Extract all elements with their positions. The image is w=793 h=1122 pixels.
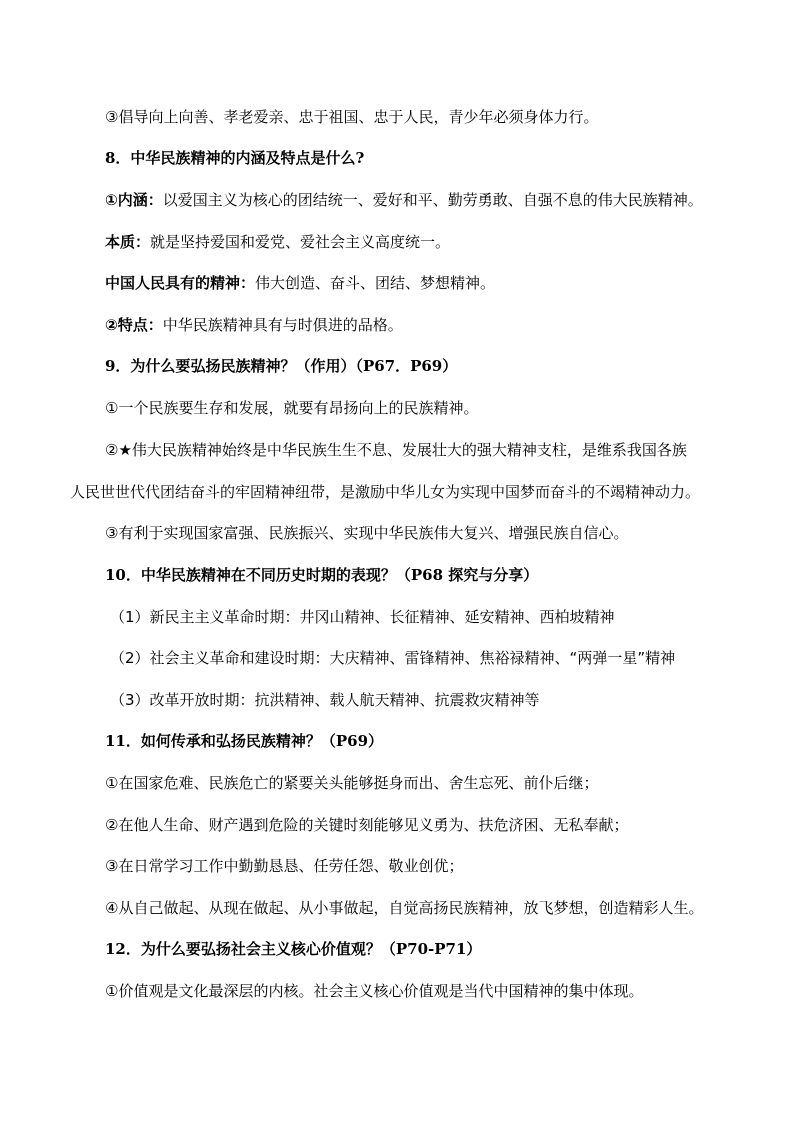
paragraph-line: ③在日常学习工作中勤勤恳恳、任劳任怨、敬业创优；: [105, 857, 464, 875]
question-heading-10: 10．中华民族精神在不同历史时期的表现？（P68 探究与分享）: [105, 566, 539, 584]
term-text: 就是坚持爱国和爱党、爱社会主义高度统一。: [150, 233, 451, 251]
paragraph-line: ②在他人生命、财产遇到危险的关键时刻能够见义勇为、扶危济困、无私奉献；: [105, 816, 629, 834]
term-label: 本质：: [105, 233, 151, 251]
paragraph-line: ③倡导向上向善、孝老爱亲、忠于祖国、忠于人民，青少年必须身体力行。: [105, 108, 599, 126]
term-label: ②特点：: [105, 316, 163, 334]
question-heading-12: 12．为什么要弘扬社会主义核心价值观？（P70-P71）: [105, 940, 482, 958]
paragraph-line: [105, 189, 703, 211]
list-item: （1）新民主主义革命时期：井冈山精神、长征精神、延安精神、西柏坡精神: [110, 608, 615, 626]
paragraph-line: ①在国家危难、民族危亡的紧要关头能够挺身而出、舍生忘死、前仆后继；: [105, 774, 599, 792]
paragraph-line: [105, 314, 403, 336]
paragraph-line: ①一个民族要生存和发展，就要有昂扬向上的民族精神。: [105, 399, 479, 417]
paragraph-line: ②★伟大民族精神始终是中华民族生生不息、发展壮大的强大精神支柱，是维系我国各族: [105, 441, 687, 459]
term-text: 中华民族精神具有与时俱进的品格。: [162, 316, 403, 334]
paragraph-line: [105, 231, 450, 253]
paragraph-line: [105, 272, 495, 294]
list-item: （3）改革开放时期：抗洪精神、载人航天精神、抗震救灾精神等: [110, 691, 540, 709]
paragraph-line: ④从自己做起、从现在做起、从小事做起，自觉高扬民族精神，放飞梦想，创造精彩人生。: [105, 899, 704, 917]
question-heading-8: 8．中华民族精神的内涵及特点是什么?: [105, 149, 365, 167]
term-label: ①内涵：: [105, 191, 163, 209]
term-text: 伟大创造、奋斗、团结、梦想精神。: [255, 274, 496, 292]
question-heading-11: 11．如何传承和弘扬民族精神？（P69）: [105, 732, 384, 750]
paragraph-line: ③有利于实现国家富强、民族振兴、实现中华民族伟大复兴、增强民族自信心。: [105, 524, 629, 542]
question-heading-9: 9．为什么要弘扬民族精神？（作用）（P67．P69）: [105, 357, 458, 375]
term-label: 中国人民具有的精神：: [105, 274, 256, 292]
list-item: （2）社会主义革命和建设时期：大庆精神、雷锋精神、焦裕禄精神、“两弹一星”精神: [110, 649, 676, 667]
paragraph-line: ①价值观是文化最深层的内核。社会主义核心价值观是当代中国精神的集中体现。: [105, 982, 644, 1000]
paragraph-line: 人民世世代代团结奋斗的牢固精神纽带，是激励中华儿女为实现中国梦而奋斗的不竭精神动力。: [70, 483, 701, 501]
term-text: 以爱国主义为核心的团结统一、爱好和平、勤劳勇敢、自强不息的伟大民族精神。: [162, 191, 703, 209]
